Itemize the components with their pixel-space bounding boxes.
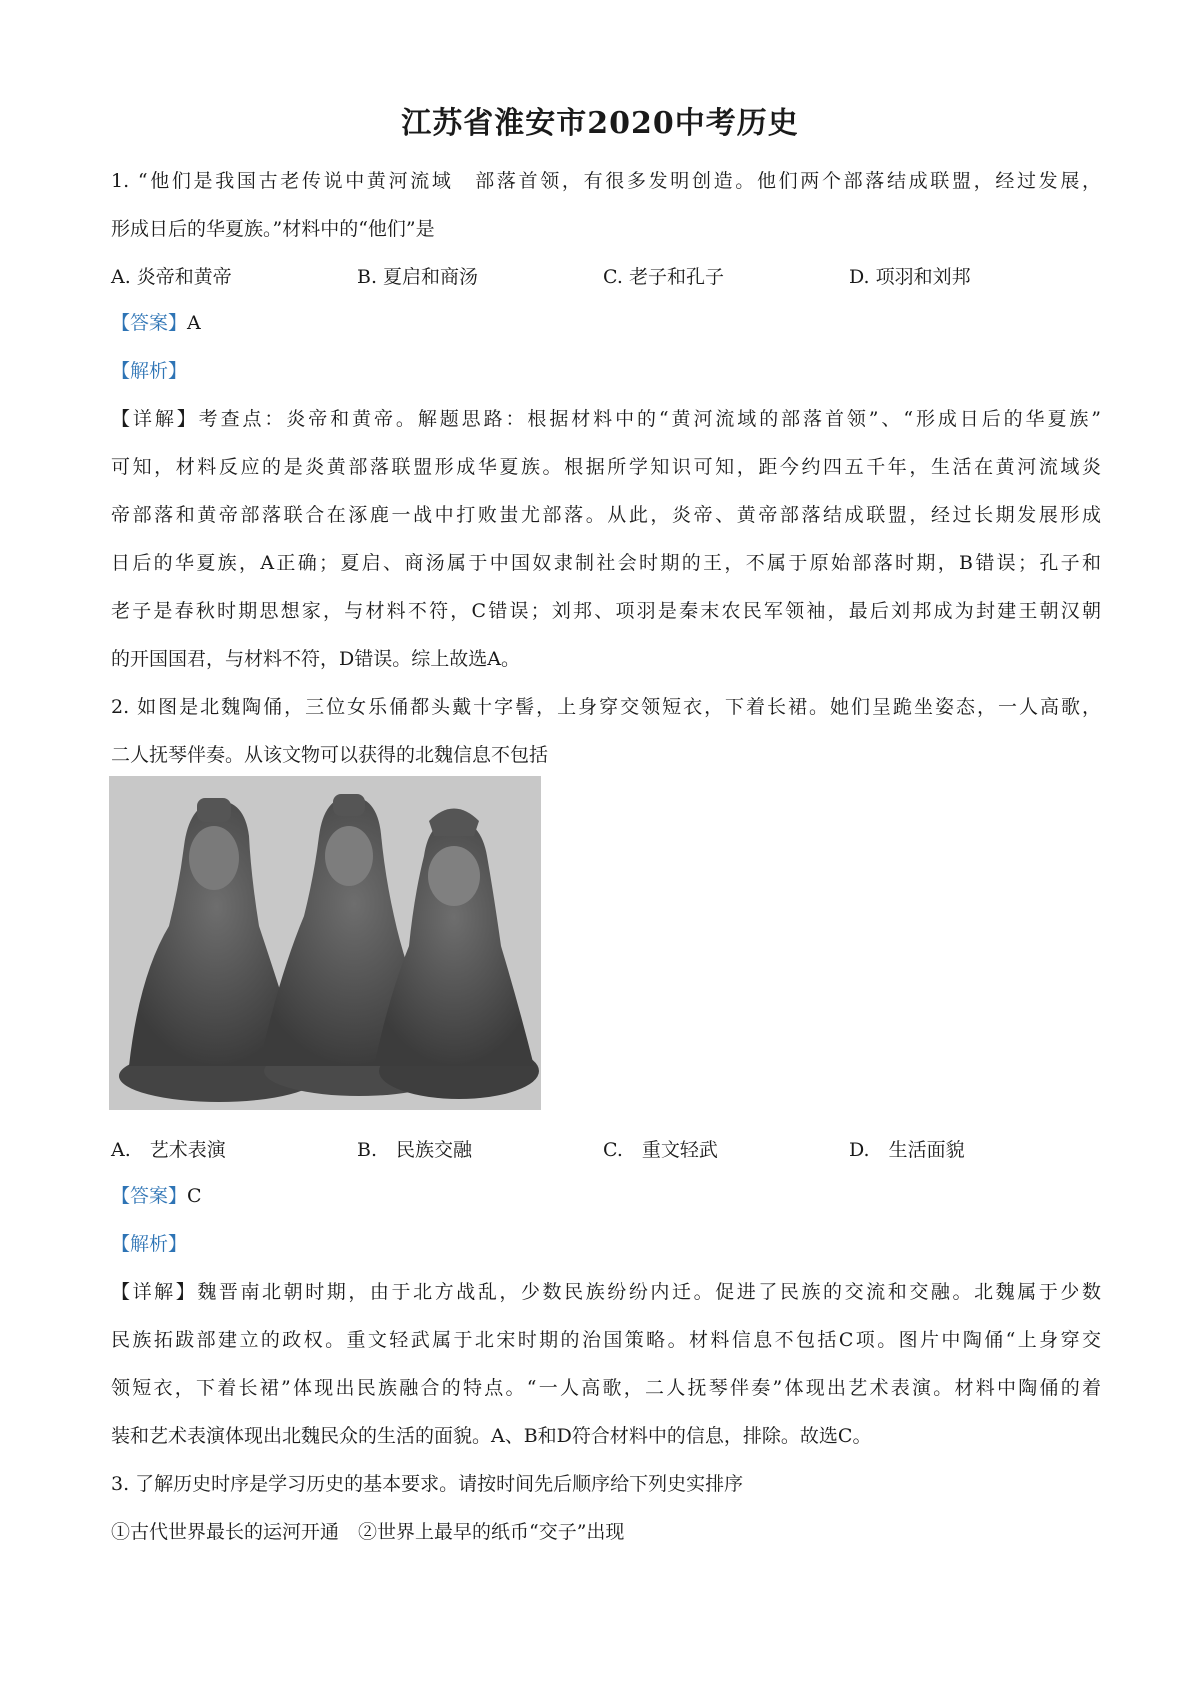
q2-stem-line-2: 二人抚琴伴奏。从该文物可以获得的北魏信息不包括	[111, 744, 549, 766]
q2-detail-line-3: 领短衣，下着长裙”体现出民族融合的特点。“一人高歌，二人抚琴伴奏”体现出艺术表演。材料中陶俑的着	[111, 1377, 1101, 1399]
q2-answer	[111, 1183, 1101, 1209]
q2-detail-line-4: 装和艺术表演体现出北魏民众的生活的面貌。A、B和D符合材料中的信息，排除。故选C。	[111, 1425, 872, 1447]
q2-stem-line-1: 2. 如图是北魏陶俑，三位女乐俑都头戴十字髻，上身穿交领短衣，下着长裙。她们呈跪坐姿态，一人高歌，	[111, 696, 1101, 718]
q1-option-b: B. 夏启和商汤	[357, 266, 479, 288]
q2-detail-line-2: 民族拓跋部建立的政权。重文轻武属于北宋时期的治国策略。材料信息不包括C项。图片中陶俑“上身穿交	[111, 1329, 1101, 1351]
figurines-photo	[109, 776, 541, 1110]
q2-detail-line-1	[111, 1279, 1101, 1305]
q1-option-c: C. 老子和孔子	[603, 266, 724, 288]
q2-detail-label: 【详解】	[111, 1281, 198, 1303]
figurines-photo-drawing	[109, 776, 541, 1110]
q1-option-d: D. 项羽和刘邦	[849, 266, 971, 288]
q2-option-c: C. 重文轻武	[603, 1139, 718, 1161]
q1-stem-line-1: 1. “他们是我国古老传说中黄河流域 部落首领，有很多发明创造。他们两个部落结成联盟，经过发展，	[111, 170, 1101, 192]
q1-answer	[111, 310, 1101, 336]
q2-analysis-label: 【解析】	[111, 1233, 188, 1255]
q2-answer-value: C	[187, 1185, 202, 1207]
q1-detail-line-1	[111, 406, 1101, 432]
q3-items-line: ①古代世界最长的运河开通 ②世界上最早的纸币“交子”出现	[111, 1521, 625, 1543]
q3-stem: 3. 了解历史时序是学习历史的基本要求。请按时间先后顺序给下列史实排序	[111, 1473, 744, 1495]
q1-detail-label: 【详解】	[111, 408, 199, 430]
q1-answer-value: A	[187, 312, 201, 334]
q1-answer-label: 【答案】	[111, 312, 188, 334]
q1-stem-line-2: 形成日后的华夏族。”材料中的“他们”是	[111, 218, 435, 240]
q1-detail-line-2: 可知，材料反应的是炎黄部落联盟形成华夏族。根据所学知识可知，距今约四五千年，生活在黄河流域炎	[111, 456, 1101, 478]
q1-detail-line-4: 日后的华夏族，A正确；夏启、商汤属于中国奴隶制社会时期的王，不属于原始部落时期，B错误；孔子和	[111, 552, 1101, 574]
q1-analysis-label: 【解析】	[111, 360, 188, 382]
q1-option-a: A. 炎帝和黄帝	[111, 266, 232, 288]
q2-option-d: D. 生活面貌	[849, 1139, 965, 1161]
q1-detail-line-6: 的开国国君，与材料不符，D错误。综上故选A。	[111, 648, 520, 670]
q2-option-a: A. 艺术表演	[111, 1139, 226, 1161]
q2-option-b: B. 民族交融	[357, 1139, 473, 1161]
q1-detail-line-3: 帝部落和黄帝部落联合在涿鹿一战中打败蚩尤部落。从此，炎帝、黄帝部落结成联盟，经过长期发展形成	[111, 504, 1101, 526]
q1-detail-text-1: 考查点：炎帝和黄帝。解题思路：根据材料中的“黄河流域的部落首领”、“形成日后的华夏族”	[198, 408, 1101, 430]
q1-detail-line-5: 老子是春秋时期思想家，与材料不符，C错误；刘邦、项羽是秦末农民军领袖，最后刘邦成为封建王朝汉朝	[111, 600, 1101, 622]
q2-detail-text-1: 魏晋南北朝时期，由于北方战乱，少数民族纷纷内迁。促进了民族的交流和交融。北魏属于少数	[197, 1281, 1101, 1303]
q2-answer-label: 【答案】	[111, 1185, 188, 1207]
page-title: 江苏省淮安市2020中考历史	[401, 106, 799, 141]
